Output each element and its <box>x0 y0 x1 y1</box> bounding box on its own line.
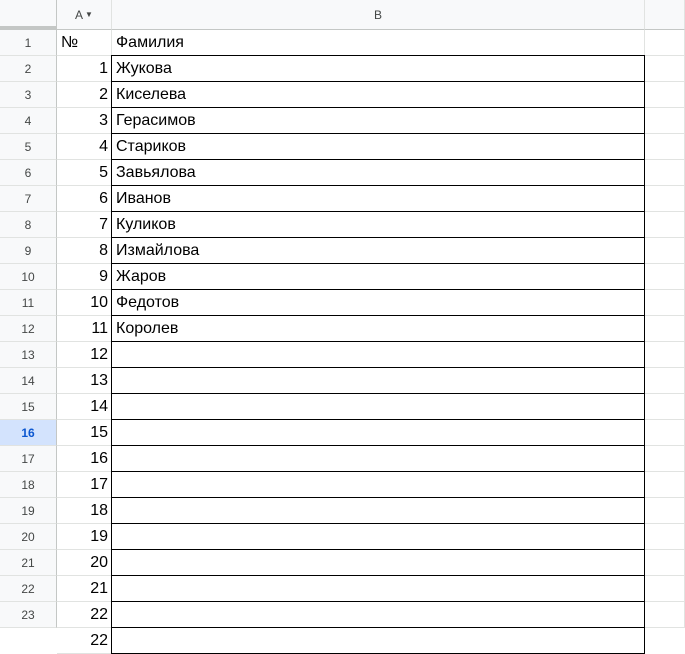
cell-a4[interactable]: 3 <box>57 108 112 134</box>
cell-b12[interactable]: Королев <box>111 315 645 342</box>
cell-a12[interactable]: 11 <box>57 316 112 342</box>
cell-c13[interactable] <box>645 342 685 368</box>
cell-a23[interactable]: 22 <box>57 602 112 628</box>
cell-b2[interactable]: Жукова <box>111 55 645 82</box>
row-header-5[interactable]: 5 <box>0 134 57 160</box>
column-letter: B <box>373 7 382 22</box>
cell-c14[interactable] <box>645 368 685 394</box>
row-header-6[interactable]: 6 <box>0 160 57 186</box>
cell-a8[interactable]: 7 <box>57 212 112 238</box>
cell-b4[interactable]: Герасимов <box>111 107 645 134</box>
row-header-19[interactable]: 19 <box>0 498 57 524</box>
cell-c9[interactable] <box>645 238 685 264</box>
cell-b1[interactable]: Фамилия <box>112 30 645 56</box>
row-header-1[interactable]: 1 <box>0 30 57 56</box>
cell-a5[interactable]: 4 <box>57 134 112 160</box>
cell-b17[interactable] <box>111 445 645 472</box>
row-header-20[interactable]: 20 <box>0 524 57 550</box>
cell-c23[interactable] <box>645 602 685 628</box>
row-header-21[interactable]: 21 <box>0 550 57 576</box>
cell-c20[interactable] <box>645 524 685 550</box>
cell-c15[interactable] <box>645 394 685 420</box>
row-header-17[interactable]: 17 <box>0 446 57 472</box>
cell-c6[interactable] <box>645 160 685 186</box>
cell-c4[interactable] <box>645 108 685 134</box>
cell-b20[interactable] <box>111 523 645 550</box>
cell-c19[interactable] <box>645 498 685 524</box>
row-header-3[interactable]: 3 <box>0 82 57 108</box>
dropdown-arrow-icon[interactable]: ▼ <box>85 10 93 19</box>
cell-a10[interactable]: 9 <box>57 264 112 290</box>
cell-a7[interactable]: 6 <box>57 186 112 212</box>
row-header-7[interactable]: 7 <box>0 186 57 212</box>
cell-a9[interactable]: 8 <box>57 238 112 264</box>
cell-b15[interactable] <box>111 393 645 420</box>
cell-a17[interactable]: 16 <box>57 446 112 472</box>
cell-b13[interactable] <box>111 341 645 368</box>
cell-a14[interactable]: 13 <box>57 368 112 394</box>
row-header-23[interactable]: 23 <box>0 602 57 628</box>
row-header-10[interactable]: 10 <box>0 264 57 290</box>
cell-a6[interactable]: 5 <box>57 160 112 186</box>
cell-c5[interactable] <box>645 134 685 160</box>
cell-c10[interactable] <box>645 264 685 290</box>
row-header-9[interactable]: 9 <box>0 238 57 264</box>
row-header-15[interactable]: 15 <box>0 394 57 420</box>
cell-c8[interactable] <box>645 212 685 238</box>
cell-c18[interactable] <box>645 472 685 498</box>
cell-a3[interactable]: 2 <box>57 82 112 108</box>
cell-c16[interactable] <box>645 420 685 446</box>
cell-b18[interactable] <box>111 471 645 498</box>
cell-b19[interactable] <box>111 497 645 524</box>
cell-c7[interactable] <box>645 186 685 212</box>
cell-b23[interactable] <box>111 601 645 628</box>
cell-a15[interactable]: 14 <box>57 394 112 420</box>
cell-c17[interactable] <box>645 446 685 472</box>
cell-c1[interactable] <box>645 30 685 56</box>
cell-a2[interactable]: 1 <box>57 56 112 82</box>
cell-a23[interactable]: 22 <box>57 628 112 654</box>
column-letter: A <box>75 7 84 22</box>
cell-b11[interactable]: Федотов <box>111 289 645 316</box>
cell-a19[interactable]: 18 <box>57 498 112 524</box>
row-header-18[interactable]: 18 <box>0 472 57 498</box>
cell-b21[interactable] <box>111 549 645 576</box>
cell-b5[interactable]: Стариков <box>111 133 645 160</box>
column-header-a[interactable] <box>57 0 112 30</box>
cell-b7[interactable]: Иванов <box>111 185 645 212</box>
cell-b3[interactable]: Киселева <box>111 81 645 108</box>
column-header-c[interactable] <box>645 0 685 30</box>
row-header-22[interactable]: 22 <box>0 576 57 602</box>
cell-a20[interactable]: 19 <box>57 524 112 550</box>
row-header-4[interactable]: 4 <box>0 108 57 134</box>
row-header-14[interactable]: 14 <box>0 368 57 394</box>
cell-a1[interactable]: № <box>57 30 112 56</box>
row-header-13[interactable]: 13 <box>0 342 57 368</box>
cell-b14[interactable] <box>111 367 645 394</box>
row-header-16[interactable]: 16 <box>0 420 57 446</box>
cell-a16[interactable]: 15 <box>57 420 112 446</box>
cell-b9[interactable]: Измайлова <box>111 237 645 264</box>
cell-b10[interactable]: Жаров <box>111 263 645 290</box>
cell-c11[interactable] <box>645 290 685 316</box>
cell-a18[interactable]: 17 <box>57 472 112 498</box>
cell-c21[interactable] <box>645 550 685 576</box>
cell-b16[interactable] <box>111 419 645 446</box>
cell-a21[interactable]: 20 <box>57 550 112 576</box>
row-header-8[interactable]: 8 <box>0 212 57 238</box>
select-all-corner[interactable] <box>0 0 57 30</box>
row-header-12[interactable]: 12 <box>0 316 57 342</box>
row-header-11[interactable]: 11 <box>0 290 57 316</box>
cell-b23[interactable] <box>111 627 645 654</box>
cell-a22[interactable]: 21 <box>57 576 112 602</box>
cell-b6[interactable]: Завьялова <box>111 159 645 186</box>
cell-c2[interactable] <box>645 56 685 82</box>
cell-c22[interactable] <box>645 576 685 602</box>
cell-b22[interactable] <box>111 575 645 602</box>
cell-a11[interactable]: 10 <box>57 290 112 316</box>
cell-c12[interactable] <box>645 316 685 342</box>
cell-c3[interactable] <box>645 82 685 108</box>
row-header-2[interactable]: 2 <box>0 56 57 82</box>
column-header-b[interactable] <box>112 0 645 30</box>
cell-b8[interactable]: Куликов <box>111 211 645 238</box>
cell-a13[interactable]: 12 <box>57 342 112 368</box>
